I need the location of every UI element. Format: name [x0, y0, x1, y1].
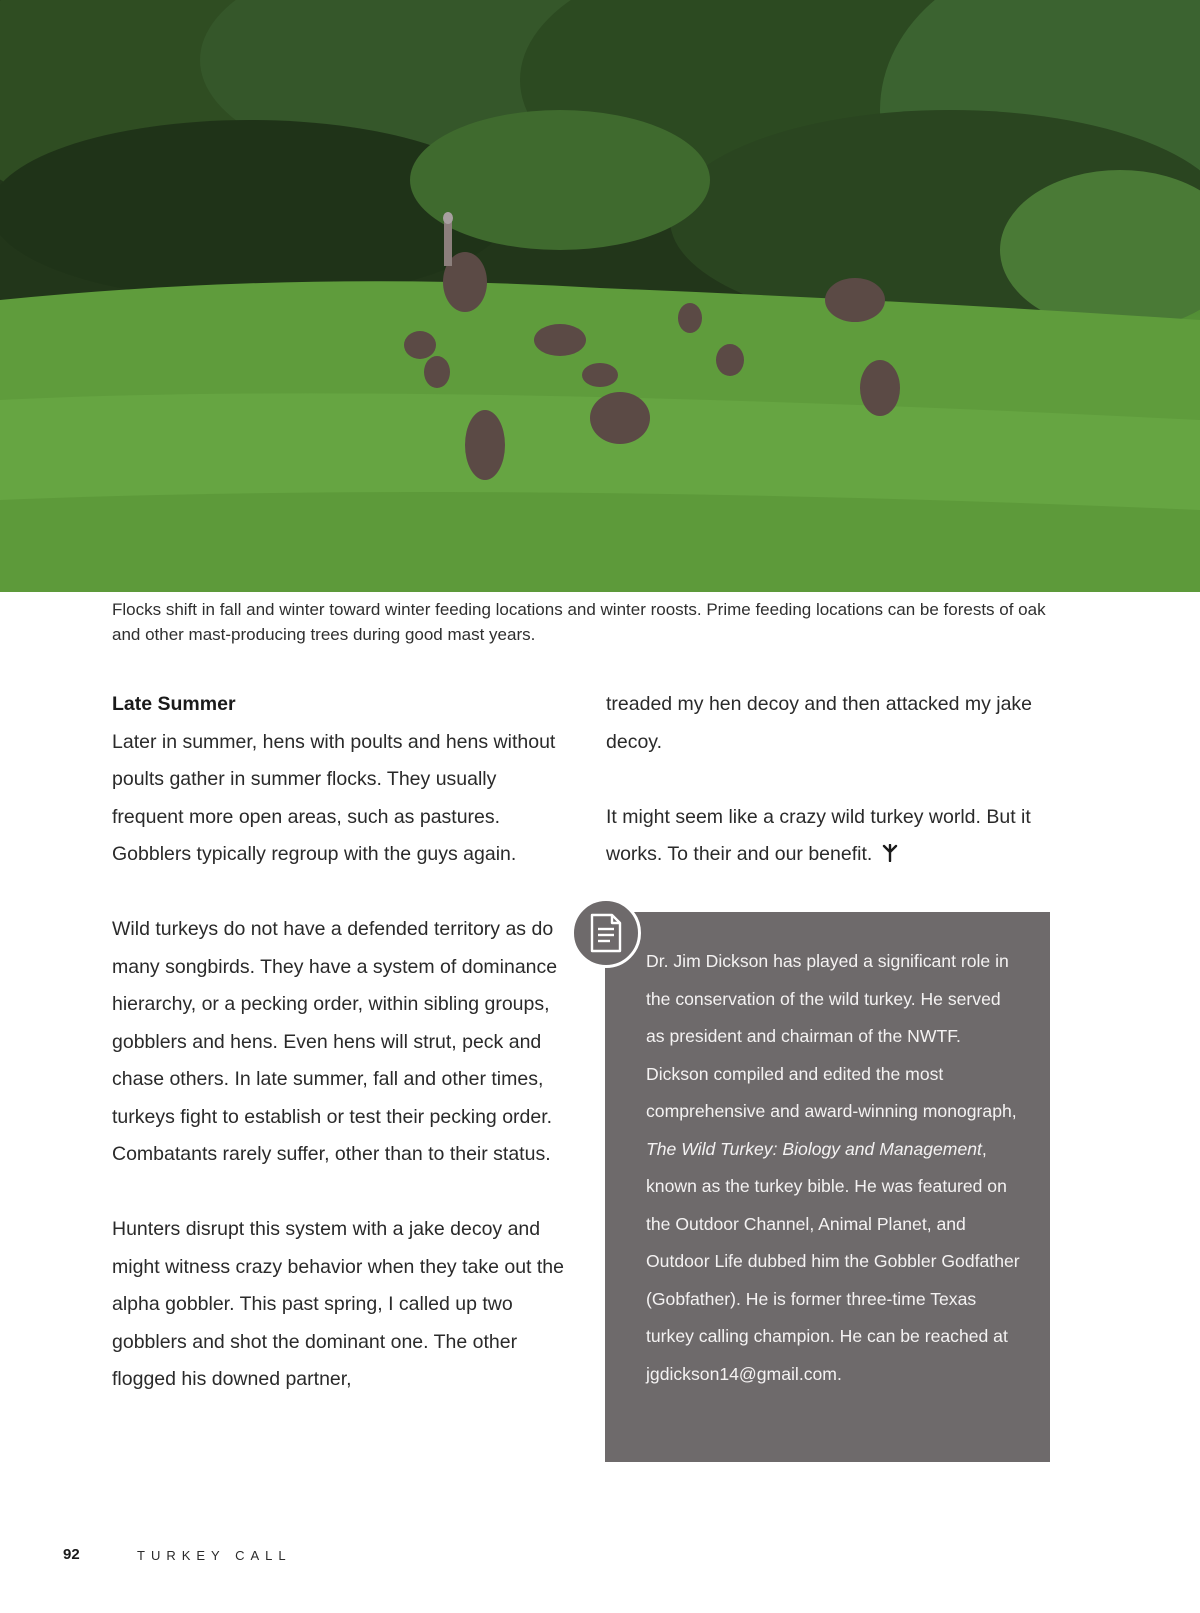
article-paragraph [606, 799, 1046, 874]
article-paragraph: Later in summer, hens with poults and hens without poults gather in summer flocks. They usually frequent more open areas, such as pastures. Gobblers typically regroup with the guys again. [112, 730, 556, 865]
closing-sentence: It might seem like a crazy wild turkey world. But it works. To their and our benefit. [606, 805, 1031, 865]
article-paragraph: Hunters disrupt this system with a jake decoy and might witness crazy behavior when they take out the alpha gobbler. This past spring, I called up two gobblers and shot the dominant one. The other flogged his downed partner, [112, 1218, 564, 1390]
turkey-track-end-mark-icon [876, 844, 899, 864]
article-left-column [112, 686, 572, 1399]
article-paragraph: treaded my hen decoy and then attacked my jake decoy. [606, 693, 1033, 753]
page-number: 92 [63, 1546, 80, 1563]
section-heading: Late Summer [112, 693, 236, 715]
turkey-photo-illustration [0, 0, 1200, 592]
article-paragraph: Wild turkeys do not have a defended territory as do many songbirds. They have a system of dominance hierarchy, or a pecking order, within sibling groups, gobblers and hens. Even hens will strut, peck and chase others. In late summer, fall and other times, turkeys fight to establish or test their pecking order. Combatants rarely suffer, other than to their status. [112, 918, 558, 1165]
document-icon [571, 898, 641, 968]
author-bio-box [605, 912, 1050, 1462]
article-right-column [606, 686, 1046, 874]
bio-text-intro: Dr. Jim Dickson has played a significant role in the conservation of the wild turkey. He served as president and chairman of the NWTF. Dickson compiled and edited the most comprehensive and award-winning monograph, [646, 951, 1017, 1121]
author-bio-text [646, 943, 1024, 1393]
bio-text-rest: , known as the turkey bible. He was featured on the Outdoor Channel, Animal Planet, and Outdoor Life dubbed him the Gobbler Godfather (Gobfather). He is former three-time Texas turkey calling champion. He can be reached at jgdickson14@gmail.com. [646, 1138, 1020, 1384]
publication-name: TURKEY CALL [137, 1548, 292, 1563]
book-title: The Wild Turkey: Biology and Management [646, 1138, 982, 1159]
wild-turkey-flock-photo [0, 0, 1200, 592]
photo-caption: Flocks shift in fall and winter toward winter feeding locations and winter roosts. Prime feeding locations can be forests of oak and other mast-producing trees during good mast years. [112, 600, 1046, 644]
